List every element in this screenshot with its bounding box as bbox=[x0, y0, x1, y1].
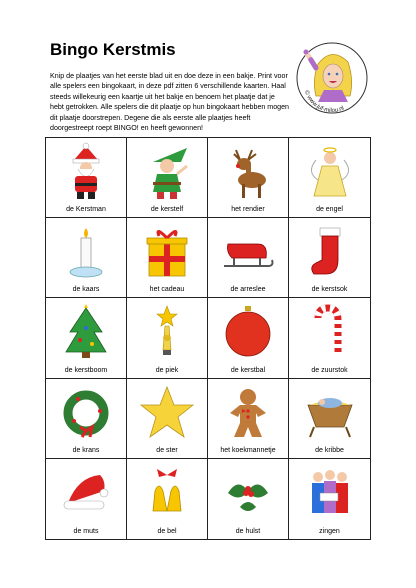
svg-text:© www.juf-milou.nl: © www.juf-milou.nl bbox=[302, 89, 346, 115]
reindeer-icon bbox=[218, 142, 278, 200]
card-label: de ster bbox=[156, 446, 178, 454]
card-label: de kribbe bbox=[315, 446, 344, 454]
juf-milou-logo bbox=[294, 40, 370, 120]
bingo-card bbox=[208, 138, 289, 218]
bingo-card bbox=[127, 459, 208, 539]
card-label: de Kerstman bbox=[66, 206, 106, 214]
card-label: het rendier bbox=[231, 206, 265, 214]
bingo-card bbox=[46, 218, 127, 298]
elf-icon bbox=[137, 142, 197, 200]
bingo-card bbox=[208, 298, 289, 378]
sleigh-icon bbox=[218, 222, 278, 280]
bingo-card bbox=[289, 298, 370, 378]
card-label: de bel bbox=[157, 527, 177, 535]
card-label: de kaars bbox=[72, 286, 100, 294]
card-label: de krans bbox=[72, 446, 100, 454]
card-label: zingen bbox=[319, 527, 340, 535]
bingo-card bbox=[127, 138, 208, 218]
instructions-text: Knip de plaatjes van het eerste blad uit en doe deze in een bakje. Print voor alle spelers een bingokaart, in deze pdf zitten 6 verschillende kaarten. Haal steeds willekeurig een kaartje uit het bakje en benoem het plaatje dat je hebt getrokken. Alle spelers die dit plaatje op hun bingokaart hebben mogen dit plaatje doorstrepen. Degene die als eerste alle plaatjes heeft doorgestreept roept BINGO! en heeft gewonnen! bbox=[50, 72, 289, 133]
gift-icon bbox=[137, 222, 197, 280]
holly-icon bbox=[218, 463, 278, 521]
card-label: de engel bbox=[316, 206, 343, 214]
bingo-card bbox=[127, 379, 208, 459]
candle-icon bbox=[56, 222, 116, 280]
bingo-card bbox=[127, 218, 208, 298]
angel-icon bbox=[300, 142, 360, 200]
bingo-card bbox=[46, 459, 127, 539]
bingo-card bbox=[208, 218, 289, 298]
gingerbread-man-icon bbox=[218, 383, 278, 441]
manger-icon bbox=[300, 383, 360, 441]
stocking-icon bbox=[300, 222, 360, 280]
carolers-icon bbox=[300, 463, 360, 521]
bingo-card bbox=[46, 138, 127, 218]
bingo-card bbox=[46, 298, 127, 378]
star-icon bbox=[137, 383, 197, 441]
bingo-card bbox=[127, 298, 208, 378]
card-label: de hulst bbox=[235, 527, 261, 535]
card-label: de arreslee bbox=[230, 286, 266, 294]
bingo-card bbox=[289, 379, 370, 459]
santa-hat-icon bbox=[56, 463, 116, 521]
bingo-card bbox=[208, 379, 289, 459]
card-label: de kerstelf bbox=[150, 206, 184, 214]
card-label: de kerstsok bbox=[311, 286, 348, 294]
card-label: de muts bbox=[73, 527, 99, 535]
card-label: de zuurstok bbox=[311, 366, 348, 374]
wreath-icon bbox=[56, 383, 116, 441]
christmas-tree-icon bbox=[56, 302, 116, 360]
card-label: het cadeau bbox=[149, 286, 185, 294]
santa-icon bbox=[56, 142, 116, 200]
page-title: Bingo Kerstmis bbox=[50, 40, 176, 59]
ornament-icon bbox=[218, 302, 278, 360]
card-label: de kerstboom bbox=[64, 366, 108, 374]
bingo-card bbox=[46, 379, 127, 459]
bingo-card bbox=[289, 138, 370, 218]
bingo-grid bbox=[45, 137, 371, 540]
bingo-card bbox=[289, 459, 370, 539]
tree-topper-icon bbox=[137, 302, 197, 360]
bingo-card bbox=[208, 459, 289, 539]
card-label: het koekmannetje bbox=[220, 446, 276, 454]
card-label: de kerstbal bbox=[230, 366, 266, 374]
candy-cane-icon bbox=[300, 302, 360, 360]
card-label: de piek bbox=[155, 366, 179, 374]
bingo-card bbox=[289, 218, 370, 298]
bells-icon bbox=[137, 463, 197, 521]
